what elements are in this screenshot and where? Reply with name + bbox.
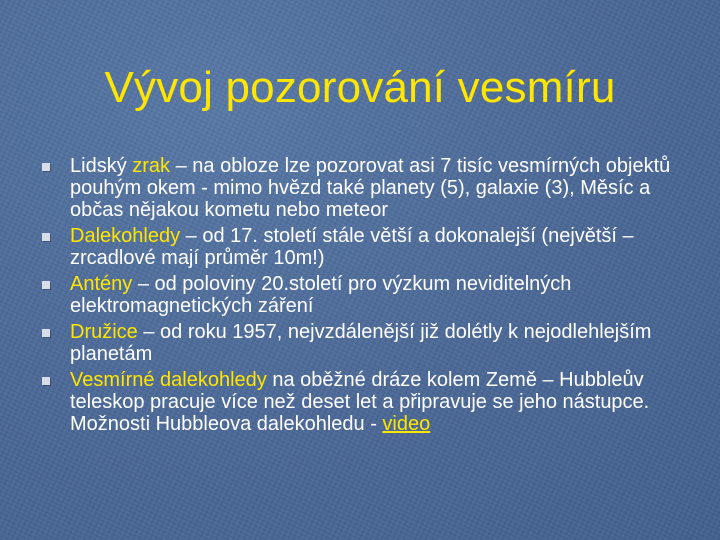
bullet-highlight: Dalekohledy [70,225,181,247]
bullet-text: na oběžné dráze kolem Země – Hubbleův teleskop pracuje více než deset let a připravuje se jeho nástupce. Možnosti Hubbleova dalekohledu - [70,369,650,435]
bullet-text: – od roku 1957, nejvzdálenější již dolétly k nejodlehlejším planetám [70,321,652,365]
bullet-highlight: Vesmírné dalekohledy [70,369,267,391]
bullet-item-anteny [42,273,682,317]
bullet-text: – od poloviny 20.století pro výzkum neviditelných elektromagnetických záření [70,273,572,317]
square-bullet-icon [42,163,50,171]
video-link[interactable]: video [382,413,431,435]
bullet-item-dalekohledy [42,225,682,269]
bullet-item-vesmirne-dalekohledy [42,369,682,435]
bullet-list [42,155,682,439]
bullet-highlight: zrak [132,155,171,177]
bullet-prefix: Lidský [70,155,133,177]
bullet-text: – od 17. století stále větší a dokonalejší (největší – zrcadlové mají průměr 10m!) [70,225,634,269]
slide-title: Vývoj pozorování vesmíru [104,63,616,112]
square-bullet-icon [42,233,50,241]
bullet-highlight: Družice [70,321,138,343]
bullet-text: – na obloze lze pozorovat asi 7 tisíc vesmírných objektů pouhým okem - mimo hvězd také planety (5), galaxie (3), Měsíc a občas nějakou kometu nebo meteor [70,155,671,221]
square-bullet-icon [42,377,50,385]
bullet-item-zrak [42,155,682,221]
bullet-item-druzice [42,321,682,365]
square-bullet-icon [42,329,50,337]
square-bullet-icon [42,281,50,289]
bullet-highlight: Antény [70,273,133,295]
